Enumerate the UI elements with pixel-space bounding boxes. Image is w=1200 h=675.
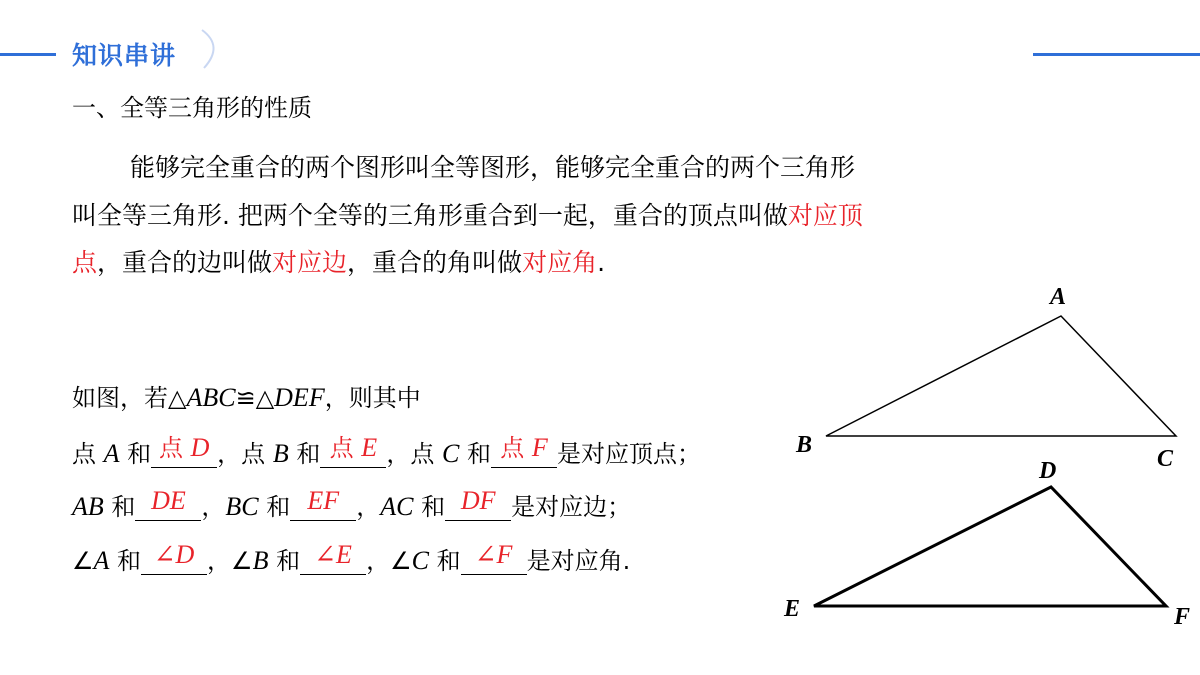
question-text: 和 bbox=[459, 440, 491, 468]
vertex-a: A bbox=[103, 439, 120, 468]
answer-side-ef: EF bbox=[307, 486, 340, 515]
label-f: F bbox=[1174, 604, 1191, 630]
header-title: 知识串讲 bbox=[72, 41, 177, 70]
section-heading: 一、全等三角形的性质 bbox=[72, 94, 312, 122]
paragraph-text: 能够完全重合的两个图形叫全等图形，能够完全重合的两个三角形 bbox=[130, 153, 856, 182]
question-text: 是对应角. bbox=[526, 547, 631, 575]
answer-vertex-e: E bbox=[361, 433, 378, 462]
triangle-abc-shape bbox=[826, 316, 1176, 436]
term-corresponding-vertex-end: 点 bbox=[72, 248, 98, 277]
triangle-def-shape bbox=[814, 487, 1166, 606]
paragraph-text: ，重合的边叫做 bbox=[97, 248, 273, 277]
triangle-def: DEF bbox=[274, 383, 325, 412]
question-text: 和 bbox=[428, 547, 461, 575]
vertex-b: B bbox=[272, 439, 289, 468]
answer-angle-f: ∠F bbox=[474, 540, 513, 569]
question-text: ，点 bbox=[217, 440, 273, 468]
angle-symbol: ∠ bbox=[72, 547, 94, 575]
paragraph-text: . bbox=[597, 248, 606, 277]
question-text: ，则其中 bbox=[324, 384, 421, 412]
question-text: 是对应边； bbox=[511, 493, 632, 521]
question-text: ， bbox=[201, 493, 226, 521]
answer-side-df: DF bbox=[460, 486, 496, 515]
question-text: 和 bbox=[109, 547, 142, 575]
question-text: 和 bbox=[258, 493, 291, 521]
answer-vertex-d: D bbox=[190, 433, 210, 462]
question-text: 和 bbox=[413, 493, 446, 521]
question-text: ，∠ bbox=[366, 547, 412, 575]
paragraph-text: ，重合的角叫做 bbox=[347, 248, 523, 277]
side-ac: AC bbox=[380, 492, 414, 521]
side-ab: AB bbox=[72, 492, 104, 521]
question-text: ，∠ bbox=[207, 547, 253, 575]
congruent-symbol: ≌△ bbox=[235, 384, 275, 412]
angle-a: A bbox=[93, 546, 110, 575]
question-text: ， bbox=[356, 493, 381, 521]
question-text: 和 bbox=[119, 440, 152, 468]
paragraph-text: 叫全等三角形. 把两个全等的三角形重合到一起，重合的顶点叫做 bbox=[72, 201, 788, 230]
answer-vertex-f: F bbox=[531, 433, 548, 462]
label-c: C bbox=[1157, 446, 1174, 472]
label-d: D bbox=[1039, 458, 1057, 484]
question-text: 点 bbox=[72, 440, 104, 468]
answer-side-de: DE bbox=[151, 486, 186, 515]
label-a: A bbox=[1050, 284, 1067, 310]
question-text: 和 bbox=[268, 547, 301, 575]
side-bc: BC bbox=[225, 492, 259, 521]
answer-angle-d: ∠D bbox=[153, 540, 195, 569]
triangle-abc: ABC bbox=[186, 383, 236, 412]
vertex-c: C bbox=[441, 439, 460, 468]
term-corresponding-vertex: 对应顶 bbox=[787, 201, 863, 230]
question-text: 如图，若△ bbox=[72, 384, 187, 412]
angle-b: B bbox=[252, 546, 269, 575]
answer-angle-e: ∠E bbox=[314, 540, 352, 569]
term-corresponding-angle: 对应角 bbox=[522, 248, 598, 277]
answer-text: 点 bbox=[329, 434, 362, 462]
label-e: E bbox=[784, 596, 801, 622]
term-corresponding-side: 对应边 bbox=[272, 248, 348, 277]
answer-text: 点 bbox=[500, 434, 532, 462]
label-b: B bbox=[796, 432, 813, 458]
answer-text: 点 bbox=[158, 434, 191, 462]
question-text: ，点 bbox=[386, 440, 442, 468]
question-text: 和 bbox=[288, 440, 321, 468]
question-text: 是对应顶点； bbox=[556, 440, 701, 468]
question-text: 和 bbox=[103, 493, 136, 521]
angle-c: C bbox=[411, 546, 429, 575]
